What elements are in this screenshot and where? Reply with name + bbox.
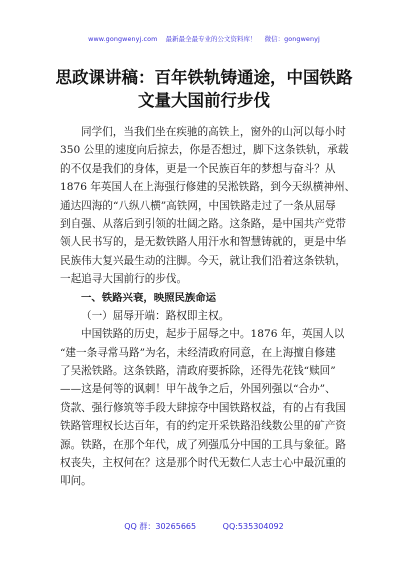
title-line-1: 思政课讲稿：百年铁轨铸通途，中国铁路 <box>55 68 353 87</box>
paragraph-line: 350 公里的速度向后掠去，你是否想过，脚下这条铁轨，承载 <box>60 144 349 157</box>
paragraph-line: 了吴淞铁路。这条铁路，清政府要拆除，还得先花钱“赎回” <box>60 365 336 378</box>
paragraph-line: 源。铁路，在那个年代，成了列强瓜分中国的工具与象征。路 <box>60 438 347 451</box>
paragraph-line: 领人民书写的，是无数铁路人用汗水和智慧铸就的，更是中华 <box>60 236 347 249</box>
paragraph-line: 权丧失，主权何在？这是那个时代无数仁人志士心中最沉重的 <box>60 457 347 470</box>
paragraph-line: 贷款、强行修筑等手段大肆掠夺中国铁路权益，有的占有我国 <box>60 401 347 414</box>
paragraph-line: 民族伟大复兴最生动的注脚。今天，就让我们沿着这条铁轨， <box>60 254 347 267</box>
site-url[interactable]: www.gongwenyj.com <box>88 35 158 43</box>
header-wechat: 微信：gongwenyj <box>264 35 320 43</box>
paragraph-line: 铁路管理权长达百年，有的约定开采铁路沿线数公里的矿产资 <box>60 420 347 433</box>
page-header <box>0 34 408 43</box>
section-heading: 一、铁路兴衰，映照民族命运 <box>81 291 217 304</box>
paragraph-line: 到自强、从落后到引领的壮阔之路。这条路，是中国共产党带 <box>60 217 347 230</box>
paragraph-line: 一起追寻大国前行的步伐。 <box>60 273 188 286</box>
qq-text: QQ:535304092 <box>222 522 284 531</box>
paragraph-line: “建一条寻常马路”为名，未经清政府同意，在上海擅自修建 <box>60 346 336 359</box>
document-title <box>40 66 368 112</box>
paragraph-line: 叩问。 <box>60 475 92 488</box>
qq-group-text: QQ 群：30265665 <box>124 522 197 531</box>
paragraph-line: 1876 年英国人在上海强行修建的吴淞铁路，到今天纵横神州、 <box>60 181 356 194</box>
paragraph-line: 中国铁路的历史，起步于屈辱之中。1876 年，英国人以 <box>81 328 345 341</box>
header-slogan: 最新最全最专业的公文资料库！ <box>165 35 257 43</box>
document-body <box>60 123 358 491</box>
paragraph-line: ——这是何等的讽刺！甲午战争之后，外国列强以“合办”、 <box>60 383 336 396</box>
section-subheading: （一）屈辱开端：路权即主权。 <box>81 309 230 322</box>
title-line-2: 文量大国前行步伐 <box>138 91 270 110</box>
paragraph-line: 的不仅是我们的身体，更是一个民族百年的梦想与奋斗？从 <box>60 162 336 175</box>
page-footer <box>0 521 408 532</box>
paragraph-line: 通达四海的“八纵八横”高铁网，中国铁路走过了一条从屈辱 <box>60 199 336 212</box>
paragraph-line: 同学们，当我们坐在疾驰的高铁上，窗外的山河以每小时 <box>81 126 346 138</box>
